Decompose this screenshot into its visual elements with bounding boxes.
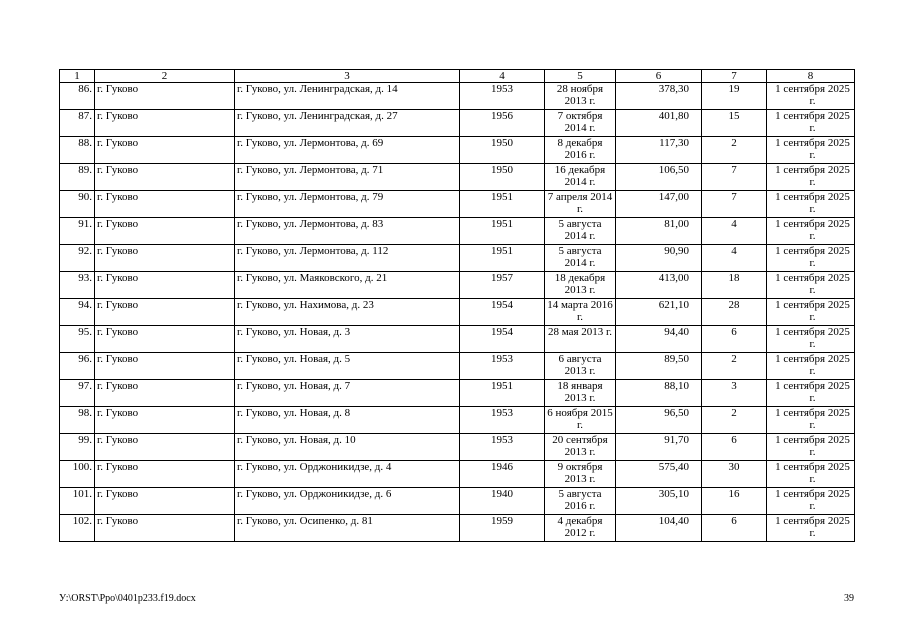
table-row — [60, 191, 855, 218]
date-cell: 6 ноября 2015 г. — [545, 407, 616, 434]
year-cell: 1959 — [460, 515, 545, 542]
table-row — [60, 515, 855, 542]
table-row — [60, 83, 855, 110]
column-number-header: 7 — [702, 70, 767, 83]
date-cell: 5 августа 2016 г. — [545, 488, 616, 515]
address-cell: г. Гуково, ул. Лермонтова, д. 112 — [235, 245, 460, 272]
address-cell: г. Гуково, ул. Лермонтова, д. 83 — [235, 218, 460, 245]
row-number-cell: 96. — [60, 353, 95, 380]
area-cell: 81,00 — [616, 218, 702, 245]
deadline-cell: 1 сентября 2025 г. — [767, 110, 855, 137]
table-row — [60, 461, 855, 488]
area-cell: 401,80 — [616, 110, 702, 137]
date-cell: 5 августа 2014 г. — [545, 218, 616, 245]
table-row — [60, 272, 855, 299]
date-cell: 4 декабря 2012 г. — [545, 515, 616, 542]
deadline-cell: 1 сентября 2025 г. — [767, 83, 855, 110]
date-cell: 16 декабря 2014 г. — [545, 164, 616, 191]
count-cell: 28 — [702, 299, 767, 326]
count-cell: 6 — [702, 326, 767, 353]
column-number-header: 2 — [95, 70, 235, 83]
area-cell: 575,40 — [616, 461, 702, 488]
deadline-cell: 1 сентября 2025 г. — [767, 245, 855, 272]
table-body — [60, 83, 855, 542]
count-cell: 2 — [702, 353, 767, 380]
row-number-cell: 93. — [60, 272, 95, 299]
year-cell: 1946 — [460, 461, 545, 488]
address-cell: г. Гуково, ул. Орджоникидзе, д. 6 — [235, 488, 460, 515]
column-number-header: 4 — [460, 70, 545, 83]
year-cell: 1957 — [460, 272, 545, 299]
row-number-cell: 100. — [60, 461, 95, 488]
deadline-cell: 1 сентября 2025 г. — [767, 272, 855, 299]
address-cell: г. Гуково, ул. Новая, д. 8 — [235, 407, 460, 434]
address-cell: г. Гуково, ул. Новая, д. 10 — [235, 434, 460, 461]
deadline-cell: 1 сентября 2025 г. — [767, 164, 855, 191]
buildings-table — [59, 69, 855, 542]
date-cell: 6 августа 2013 г. — [545, 353, 616, 380]
area-cell: 413,00 — [616, 272, 702, 299]
city-cell: г. Гуково — [95, 326, 235, 353]
area-cell: 106,50 — [616, 164, 702, 191]
city-cell: г. Гуково — [95, 164, 235, 191]
row-number-cell: 88. — [60, 137, 95, 164]
city-cell: г. Гуково — [95, 461, 235, 488]
address-cell: г. Гуково, ул. Ленинградская, д. 14 — [235, 83, 460, 110]
city-cell: г. Гуково — [95, 407, 235, 434]
deadline-cell: 1 сентября 2025 г. — [767, 434, 855, 461]
deadline-cell: 1 сентября 2025 г. — [767, 407, 855, 434]
column-number-header: 5 — [545, 70, 616, 83]
table-row — [60, 488, 855, 515]
table-row — [60, 218, 855, 245]
deadline-cell: 1 сентября 2025 г. — [767, 515, 855, 542]
table-row — [60, 110, 855, 137]
city-cell: г. Гуково — [95, 110, 235, 137]
count-cell: 15 — [702, 110, 767, 137]
date-cell: 28 ноября 2013 г. — [545, 83, 616, 110]
row-number-cell: 87. — [60, 110, 95, 137]
count-cell: 30 — [702, 461, 767, 488]
deadline-cell: 1 сентября 2025 г. — [767, 137, 855, 164]
address-cell: г. Гуково, ул. Лермонтова, д. 69 — [235, 137, 460, 164]
count-cell: 7 — [702, 164, 767, 191]
area-cell: 378,30 — [616, 83, 702, 110]
count-cell: 18 — [702, 272, 767, 299]
year-cell: 1954 — [460, 299, 545, 326]
table-row — [60, 326, 855, 353]
count-cell: 3 — [702, 380, 767, 407]
count-cell: 16 — [702, 488, 767, 515]
city-cell: г. Гуково — [95, 245, 235, 272]
date-cell: 9 октября 2013 г. — [545, 461, 616, 488]
area-cell: 621,10 — [616, 299, 702, 326]
area-cell: 96,50 — [616, 407, 702, 434]
count-cell: 19 — [702, 83, 767, 110]
file-path: У:\ORST\Ppo\0401p233.f19.docx — [59, 593, 196, 604]
count-cell: 6 — [702, 515, 767, 542]
column-number-row — [60, 70, 855, 83]
row-number-cell: 95. — [60, 326, 95, 353]
year-cell: 1940 — [460, 488, 545, 515]
date-cell: 5 августа 2014 г. — [545, 245, 616, 272]
column-number-header: 1 — [60, 70, 95, 83]
year-cell: 1953 — [460, 407, 545, 434]
city-cell: г. Гуково — [95, 137, 235, 164]
row-number-cell: 98. — [60, 407, 95, 434]
date-cell: 18 декабря 2013 г. — [545, 272, 616, 299]
city-cell: г. Гуково — [95, 515, 235, 542]
area-cell: 104,40 — [616, 515, 702, 542]
date-cell: 8 декабря 2016 г. — [545, 137, 616, 164]
address-cell: г. Гуково, ул. Нахимова, д. 23 — [235, 299, 460, 326]
table-row — [60, 137, 855, 164]
deadline-cell: 1 сентября 2025 г. — [767, 353, 855, 380]
address-cell: г. Гуково, ул. Маяковского, д. 21 — [235, 272, 460, 299]
table-row — [60, 245, 855, 272]
row-number-cell: 89. — [60, 164, 95, 191]
table-row — [60, 164, 855, 191]
address-cell: г. Гуково, ул. Новая, д. 7 — [235, 380, 460, 407]
deadline-cell: 1 сентября 2025 г. — [767, 299, 855, 326]
date-cell: 7 апреля 2014 г. — [545, 191, 616, 218]
address-cell: г. Гуково, ул. Орджоникидзе, д. 4 — [235, 461, 460, 488]
date-cell: 20 сентября 2013 г. — [545, 434, 616, 461]
city-cell: г. Гуково — [95, 191, 235, 218]
deadline-cell: 1 сентября 2025 г. — [767, 488, 855, 515]
year-cell: 1953 — [460, 434, 545, 461]
year-cell: 1956 — [460, 110, 545, 137]
year-cell: 1950 — [460, 137, 545, 164]
area-cell: 90,90 — [616, 245, 702, 272]
row-number-cell: 99. — [60, 434, 95, 461]
year-cell: 1951 — [460, 245, 545, 272]
row-number-cell: 92. — [60, 245, 95, 272]
page-number: 39 — [844, 593, 854, 604]
row-number-cell: 102. — [60, 515, 95, 542]
row-number-cell: 101. — [60, 488, 95, 515]
table-row — [60, 299, 855, 326]
city-cell: г. Гуково — [95, 83, 235, 110]
address-cell: г. Гуково, ул. Новая, д. 5 — [235, 353, 460, 380]
row-number-cell: 94. — [60, 299, 95, 326]
address-cell: г. Гуково, ул. Лермонтова, д. 71 — [235, 164, 460, 191]
row-number-cell: 86. — [60, 83, 95, 110]
count-cell: 4 — [702, 245, 767, 272]
table-row — [60, 380, 855, 407]
date-cell: 7 октября 2014 г. — [545, 110, 616, 137]
table-row — [60, 353, 855, 380]
deadline-cell: 1 сентября 2025 г. — [767, 191, 855, 218]
year-cell: 1951 — [460, 380, 545, 407]
area-cell: 305,10 — [616, 488, 702, 515]
area-cell: 94,40 — [616, 326, 702, 353]
city-cell: г. Гуково — [95, 434, 235, 461]
city-cell: г. Гуково — [95, 488, 235, 515]
area-cell: 89,50 — [616, 353, 702, 380]
row-number-cell: 91. — [60, 218, 95, 245]
table-row — [60, 407, 855, 434]
deadline-cell: 1 сентября 2025 г. — [767, 326, 855, 353]
address-cell: г. Гуково, ул. Ленинградская, д. 27 — [235, 110, 460, 137]
address-cell: г. Гуково, ул. Осипенко, д. 81 — [235, 515, 460, 542]
deadline-cell: 1 сентября 2025 г. — [767, 461, 855, 488]
column-number-header: 8 — [767, 70, 855, 83]
column-number-header: 3 — [235, 70, 460, 83]
date-cell: 14 марта 2016 г. — [545, 299, 616, 326]
city-cell: г. Гуково — [95, 218, 235, 245]
deadline-cell: 1 сентября 2025 г. — [767, 380, 855, 407]
deadline-cell: 1 сентября 2025 г. — [767, 218, 855, 245]
address-cell: г. Гуково, ул. Новая, д. 3 — [235, 326, 460, 353]
count-cell: 2 — [702, 407, 767, 434]
count-cell: 7 — [702, 191, 767, 218]
city-cell: г. Гуково — [95, 353, 235, 380]
area-cell: 88,10 — [616, 380, 702, 407]
year-cell: 1951 — [460, 218, 545, 245]
date-cell: 18 января 2013 г. — [545, 380, 616, 407]
year-cell: 1953 — [460, 83, 545, 110]
row-number-cell: 90. — [60, 191, 95, 218]
table-row — [60, 434, 855, 461]
row-number-cell: 97. — [60, 380, 95, 407]
area-cell: 147,00 — [616, 191, 702, 218]
city-cell: г. Гуково — [95, 380, 235, 407]
city-cell: г. Гуково — [95, 299, 235, 326]
count-cell: 6 — [702, 434, 767, 461]
count-cell: 4 — [702, 218, 767, 245]
address-cell: г. Гуково, ул. Лермонтова, д. 79 — [235, 191, 460, 218]
date-cell: 28 мая 2013 г. — [545, 326, 616, 353]
area-cell: 91,70 — [616, 434, 702, 461]
year-cell: 1950 — [460, 164, 545, 191]
year-cell: 1951 — [460, 191, 545, 218]
area-cell: 117,30 — [616, 137, 702, 164]
city-cell: г. Гуково — [95, 272, 235, 299]
year-cell: 1954 — [460, 326, 545, 353]
count-cell: 2 — [702, 137, 767, 164]
year-cell: 1953 — [460, 353, 545, 380]
column-number-header: 6 — [616, 70, 702, 83]
